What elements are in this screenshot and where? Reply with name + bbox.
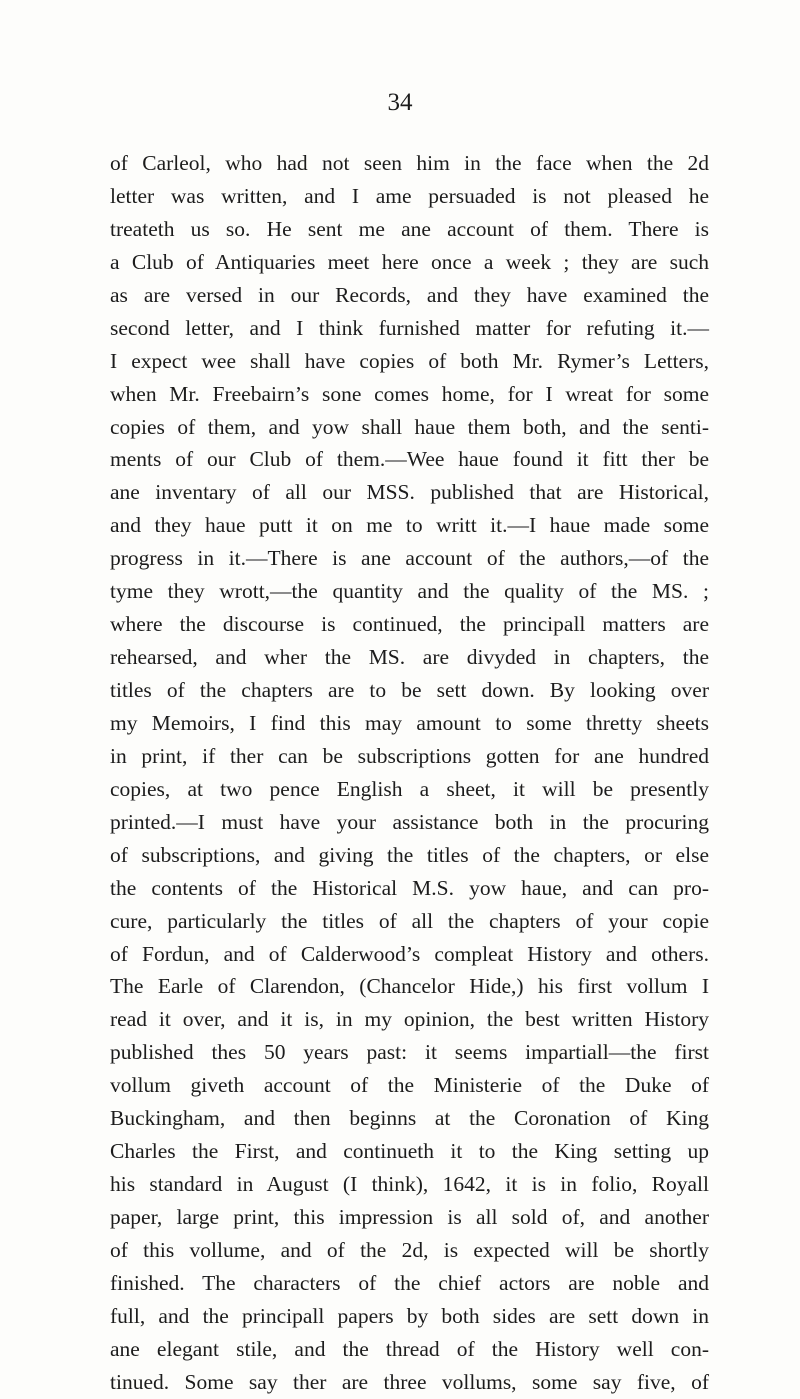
text-line: paper, large print, this impression is all sold of, and another [110, 1205, 709, 1229]
text-line: his standard in August (I think), 1642, it is in folio, Royall [110, 1172, 709, 1197]
text-line: tinued. Some say ther are three vollums, some say five, of [110, 1369, 709, 1394]
text-line: vollum giveth account of the Ministerie of the Duke of [110, 1073, 709, 1098]
text-line: of Carleol, who had not seen him in the face when the 2d [110, 151, 709, 175]
page-number: 34 [387, 89, 413, 116]
text-line: copies, at two pence English a sheet, it will be presently [110, 776, 709, 801]
text-line: Buckingham, and then beginns at the Coronation of King [110, 1106, 709, 1131]
text-line: second letter, and I think furnished matter for refuting it.— [110, 315, 709, 340]
text-line: the contents of the Historical M.S. yow haue, and can pro- [110, 875, 709, 900]
text-line: of subscriptions, and giving the titles of the chapters, or else [110, 842, 709, 867]
text-line: The Earle of Clarendon, (Chancelor Hide,) his first vollum I [110, 974, 709, 999]
text-line: a Club of Antiquaries meet here once a week ; they are such [110, 249, 709, 274]
body-text [110, 147, 709, 1399]
text-line: ane inventary of all our MSS. published that are Historical, [110, 480, 709, 505]
text-line: published thes 50 years past: it seems impartiall—the first [110, 1040, 709, 1065]
text-line: Charles the First, and continueth it to the King setting up [110, 1139, 709, 1164]
text-line: letter was written, and I ame persuaded is not pleased he [110, 183, 709, 208]
text-line: of this vollume, and of the 2d, is expected will be shortly [110, 1237, 709, 1262]
text-line: when Mr. Freebairn’s sone comes home, for I wreat for some [110, 381, 709, 406]
text-line: as are versed in our Records, and they have examined the [110, 282, 709, 307]
text-line: titles of the chapters are to be sett down. By looking over [110, 678, 709, 702]
text-line: printed.—I must have your assistance both in the procuring [110, 809, 709, 834]
text-line: my Memoirs, I find this may amount to some thretty sheets [110, 710, 709, 735]
text-line: where the discourse is continued, the principall matters are [110, 612, 709, 637]
text-line: treateth us so. He sent me ane account of them. There is [110, 216, 709, 241]
text-line: copies of them, and yow shall haue them both, and the senti- [110, 414, 709, 439]
text-line: and they haue putt it on me to writt it.—I haue made some [110, 513, 709, 538]
text-line: of Fordun, and of Calderwood’s compleat History and others. [110, 941, 709, 966]
text-line: full, and the principall papers by both sides are sett down in [110, 1303, 709, 1328]
text-line: tyme they wrott,—the quantity and the quality of the MS. ; [110, 579, 709, 604]
text-line: in print, if ther can be subscriptions gotten for ane hundred [110, 743, 709, 768]
text-line: cure, particularly the titles of all the chapters of your copie [110, 908, 709, 933]
text-line: rehearsed, and wher the MS. are divyded in chapters, the [110, 645, 709, 670]
text-line: I expect wee shall have copies of both Mr. Rymer’s Letters, [110, 348, 709, 373]
text-line: finished. The characters of the chief actors are noble and [110, 1270, 709, 1295]
text-line: read it over, and it is, in my opinion, the best written History [110, 1007, 709, 1032]
text-line: ane elegant stile, and the thread of the History well con- [110, 1336, 709, 1361]
text-line: ments of our Club of them.—Wee haue found it fitt ther be [110, 447, 709, 472]
text-line: progress in it.—There is ane account of the authors,—of the [110, 546, 709, 571]
